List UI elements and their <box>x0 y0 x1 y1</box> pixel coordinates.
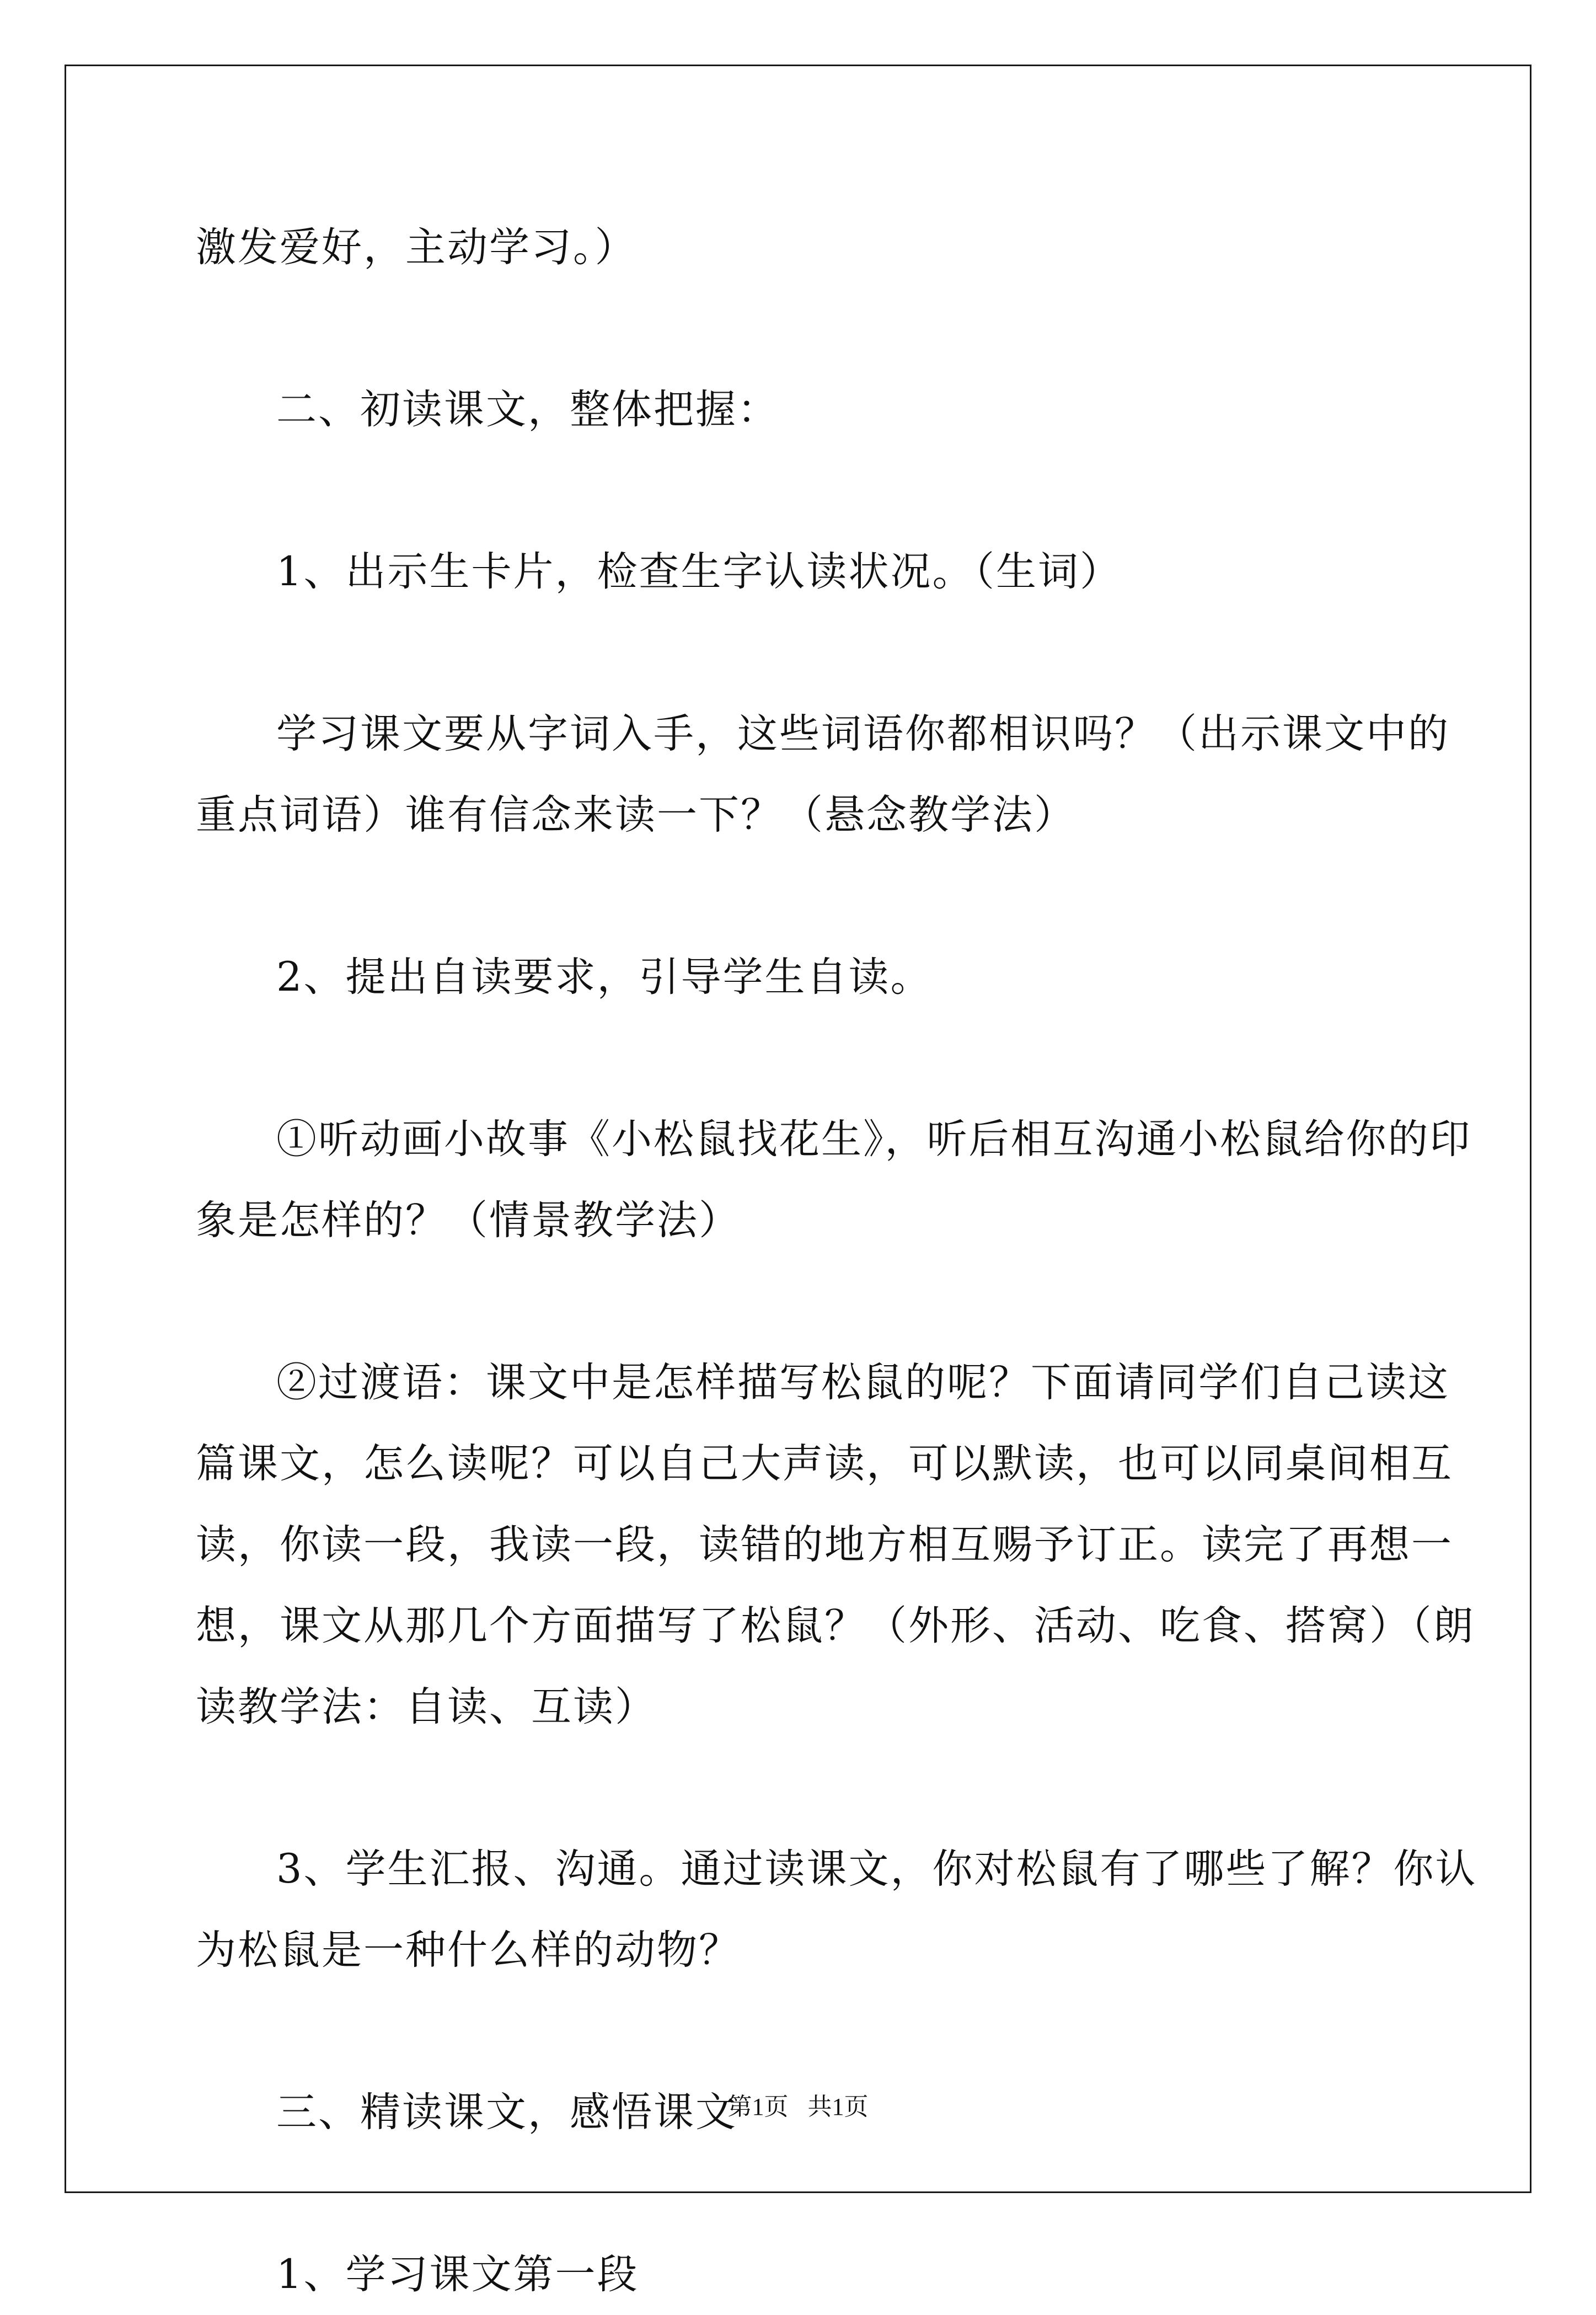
document-body <box>196 207 1477 2315</box>
text-line: 篇课文，怎么读呢？可以自己大声读，可以默读，也可以同桌间相互 <box>196 1440 1453 1487</box>
text-line: 3、学生汇报、沟通。通过读课文，你对松鼠有了哪些了解？你认 <box>276 1846 1477 1892</box>
text-line: 读教学法：自读、互读） <box>196 1683 657 1730</box>
text-line: 象是怎样的？（情景教学法） <box>196 1197 741 1244</box>
text-line: ②过渡语：课文中是怎样描写松鼠的呢？下面请同学们自己读这 <box>276 1359 1450 1406</box>
page-number: 第1页 <box>727 2093 789 2120</box>
page-total: 共1页 <box>807 2093 869 2120</box>
section-heading: 二、初读课文，整体把握： <box>276 386 779 433</box>
text-line: 2、提出自读要求，引导学生自读。 <box>276 954 933 1001</box>
section-heading: 三、精读课文，感悟课文 <box>276 2089 737 2136</box>
text-line: 想，课文从那几个方面描写了松鼠？（外形、活动、吃食、搭窝）（朗 <box>196 1602 1475 1649</box>
text-line: 重点词语）谁有信念来读一下？（悬念教学法） <box>196 792 1076 838</box>
text-line: ①听动画小故事《小松鼠找花生》，听后相互沟通小松鼠给你的印 <box>276 1116 1472 1163</box>
text-line: 读，你读一段，我读一段，读错的地方相互赐予订正。读完了再想一 <box>196 1521 1453 1568</box>
text-line: 1、出示生卡片，检查生字认读状况。（生词） <box>276 548 1122 595</box>
text-line: 学习课文要从字词入手，这些词语你都相识吗？（出示课文中的 <box>276 710 1450 757</box>
text-line: 为松鼠是一种什么样的动物？ <box>196 1927 741 1974</box>
text-line: 1、学习课文第一段 <box>276 2251 639 2298</box>
page-footer <box>0 2091 1596 2124</box>
text-line: 激发爱好，主动学习。） <box>196 224 637 271</box>
